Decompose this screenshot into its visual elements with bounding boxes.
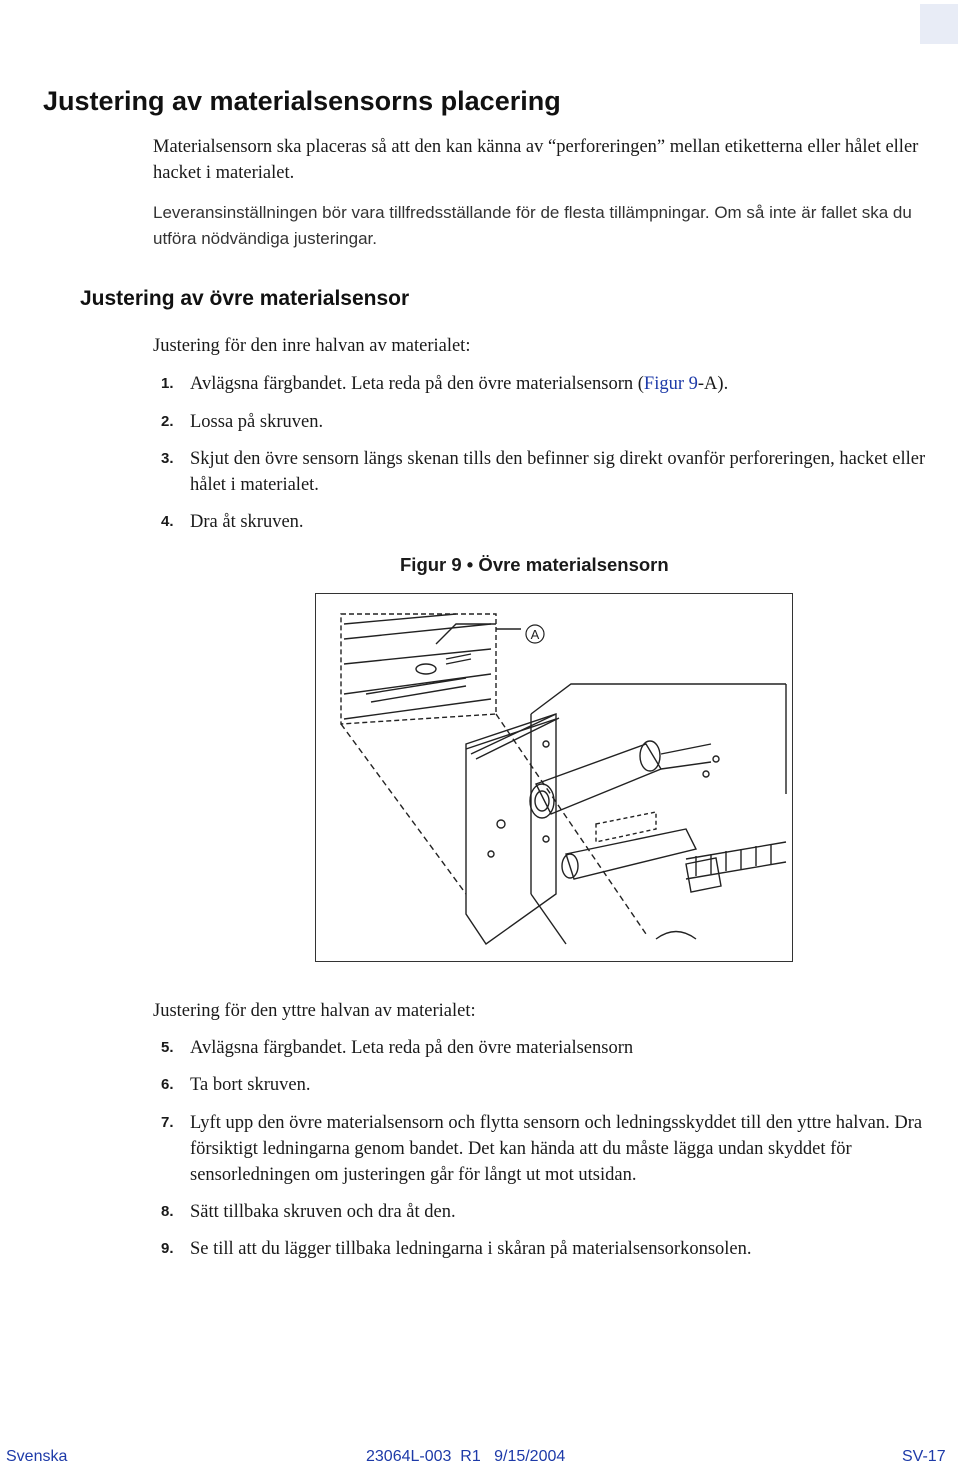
- step-number: 6.: [161, 1076, 174, 1093]
- step-text: Sätt tillbaka skruven och dra åt den.: [190, 1202, 456, 1222]
- step-text: Avlägsna färgbandet. Leta reda på den övre materialsensorn: [190, 1038, 634, 1058]
- inner-half-label: Justering för den inre halvan av materialet:: [153, 336, 471, 356]
- step-text: Dra åt skruven.: [190, 512, 304, 532]
- step-number: 5.: [161, 1039, 174, 1056]
- step-number: 2.: [161, 413, 174, 430]
- callout-a: [526, 625, 544, 643]
- page-title: Justering av materialsensorns placering: [43, 86, 561, 116]
- step-2: [153, 409, 943, 435]
- step-text: Ta bort skruven.: [190, 1075, 311, 1095]
- outer-half-label: Justering för den yttre halvan av materialet:: [153, 1001, 476, 1021]
- figure-caption: Figur 9 • Övre materialsensorn: [400, 554, 669, 575]
- step-1: [153, 371, 943, 397]
- corner-marker: [920, 4, 958, 44]
- intro-paragraph-2: Leveransinställningen bör vara tillfredsställande för de flesta tillämpningar. Om så inte är fallet ska du utföra nödvändiga justeringar.: [153, 203, 912, 248]
- step-text: Avlägsna färgbandet. Leta reda på den övre materialsensorn (: [190, 374, 644, 394]
- figure-upper-sensor: [315, 593, 793, 962]
- footer-doc-info: 23064L-003 R1 9/15/2004: [366, 1448, 566, 1465]
- step-text: Lossa på skruven.: [190, 412, 324, 432]
- step-number: 7.: [161, 1114, 174, 1131]
- step-text: Se till att du lägger tillbaka ledningarna i skåran på materialsensorkonsolen.: [190, 1239, 752, 1259]
- step-3: [153, 446, 943, 498]
- step-text: Lyft upp den övre materialsensorn och flytta sensorn och ledningsskyddet till den yttre halvan. Dra försiktigt ledningarna genom bandet. Det kan hända att du måste lägga undan skyddet för sensorledningen om justeringen går för långt ut mot utsidan.: [190, 1113, 923, 1185]
- step-text-end: -A).: [697, 374, 729, 394]
- footer-language: Svenska: [6, 1448, 68, 1465]
- step-4: [153, 509, 943, 535]
- step-text: Skjut den övre sensorn längs skenan tills den befinner sig direkt ovanför perforeringen, hacket eller hålet i materialet.: [190, 449, 926, 495]
- step-number: 4.: [161, 513, 174, 530]
- step-number: 3.: [161, 450, 174, 467]
- step-9: [153, 1236, 943, 1262]
- svg-text:A: A: [530, 627, 540, 642]
- step-8: [153, 1199, 943, 1225]
- section-heading: Justering av övre materialsensor: [80, 287, 410, 310]
- step-6: [153, 1072, 943, 1098]
- step-5: [153, 1035, 943, 1061]
- printer-illustration: [316, 594, 792, 961]
- footer-page-number: SV-17: [902, 1448, 946, 1465]
- step-number: 1.: [161, 375, 174, 392]
- step-7: [153, 1110, 943, 1188]
- figure-link[interactable]: Figur 9: [643, 374, 698, 394]
- step-number: 8.: [161, 1203, 174, 1220]
- step-number: 9.: [161, 1240, 174, 1257]
- intro-paragraph-1: Materialsensorn ska placeras så att den kan känna av “perforeringen” mellan etiketterna eller hålet eller hacket i materialet.: [153, 137, 919, 183]
